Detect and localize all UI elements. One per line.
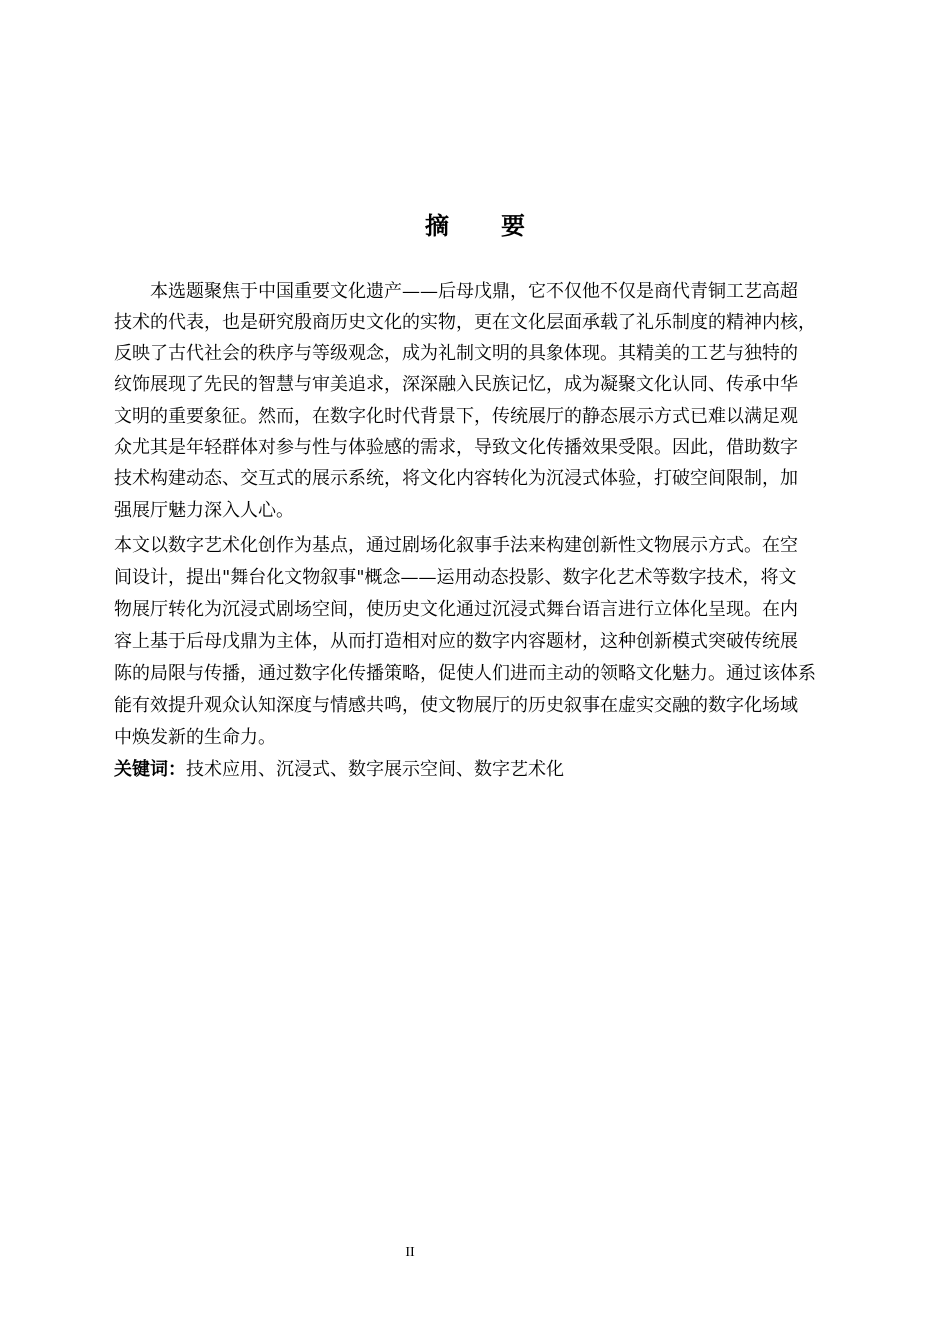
paragraph-1-line-4: 纹饰展现了先民的智慧与审美追求，深深融入民族记忆，成为凝聚文化认同、传承中华	[114, 374, 798, 395]
page-number: II	[405, 1245, 415, 1260]
paragraph-1-line-6: 众尤其是年轻群体对参与性与体验感的需求，导致文化传播效果受限。因此，借助数字	[114, 437, 798, 458]
keywords-label: 关键词：	[114, 759, 186, 780]
paragraph-2-line-6: 能有效提升观众认知深度与情感共鸣，使文物展厅的历史叙事在虚实交融的数字化场域	[114, 695, 798, 716]
paragraph-1-line-3: 反映了古代社会的秩序与等级观念，成为礼制文明的具象体现。其精美的工艺与独特的	[114, 343, 798, 364]
paragraph-2-line-5: 陈的局限与传播，通过数字化传播策略，促使人们进而主动的领略文化魅力。通过该体系	[114, 663, 816, 684]
paragraph-2-line-4: 容上基于后母戊鼎为主体，从而打造相对应的数字内容题材，这种创新模式突破传统展	[114, 631, 798, 652]
paragraph-1-line-2: 技术的代表，也是研究殷商历史文化的实物，更在文化层面承载了礼乐制度的精神内核，	[114, 312, 816, 333]
paragraph-1-line-1: 本选题聚焦于中国重要文化遗产——后母戊鼎，它不仅他不仅是商代青铜工艺高超	[150, 281, 798, 302]
paragraph-1-line-8: 强展厅魅力深入人心。	[114, 500, 294, 521]
abstract-title	[0, 208, 950, 244]
paragraph-2-line-3: 物展厅转化为沉浸式剧场空间，使历史文化通过沉浸式舞台语言进行立体化呈现。在内	[114, 599, 798, 620]
paragraph-2-line-1: 本文以数字艺术化创作为基点，通过剧场化叙事手法来构建创新性文物展示方式。在空	[114, 535, 798, 556]
keywords-line	[114, 756, 564, 784]
keywords-text: 技术应用、沉浸式、数字展示空间、数字艺术化	[186, 759, 564, 780]
paragraph-1-line-7: 技术构建动态、交互式的展示系统，将文化内容转化为沉浸式体验，打破空间限制，加	[114, 468, 798, 489]
abstract-title-char-1: 摘	[425, 212, 449, 240]
paragraph-2-line-7: 中焕发新的生命力。	[114, 727, 276, 748]
paragraph-1-line-5: 文明的重要象征。然而，在数字化时代背景下，传统展厅的静态展示方式已难以满足观	[114, 406, 798, 427]
abstract-title-char-2: 要	[501, 212, 525, 240]
paragraph-2-line-2: 间设计，提出"舞台化文物叙事"概念——运用动态投影、数字化艺术等数字技术，将文	[114, 567, 797, 588]
